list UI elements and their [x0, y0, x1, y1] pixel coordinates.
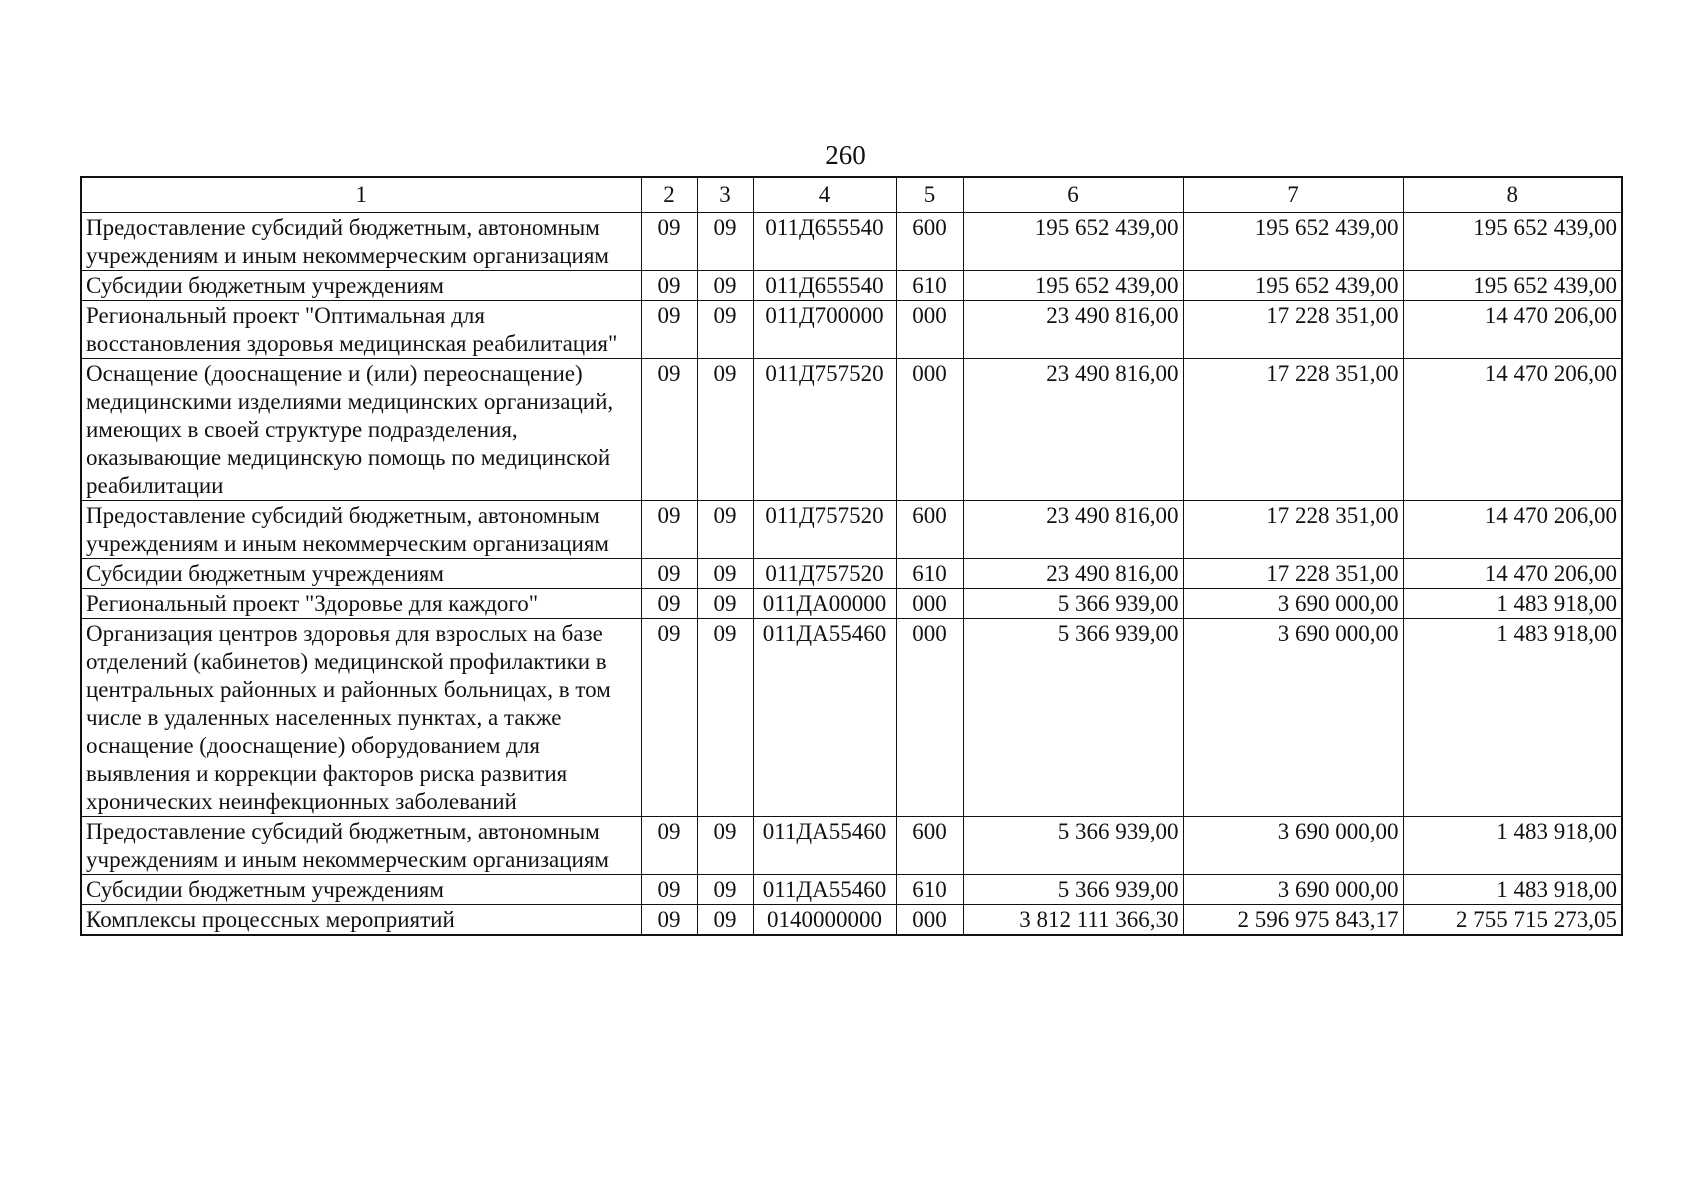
- amount-col6: 3 812 111 366,30: [963, 905, 1183, 936]
- column-header: 7: [1183, 177, 1403, 213]
- expense-type-code: 610: [896, 559, 963, 589]
- amount-col6: 23 490 816,00: [963, 301, 1183, 359]
- section-code: 09: [641, 359, 697, 501]
- amount-col6: 195 652 439,00: [963, 271, 1183, 301]
- expense-type-code: 600: [896, 213, 963, 271]
- table-header-row: [81, 177, 1622, 213]
- amount-col6: 5 366 939,00: [963, 875, 1183, 905]
- subsection-code: 09: [697, 619, 753, 817]
- amount-col6: 5 366 939,00: [963, 589, 1183, 619]
- row-name: Предоставление субсидий бюджетным, автономным учреждениям и иным некоммерческим организациям: [81, 213, 641, 271]
- table-row: [81, 875, 1622, 905]
- amount-col8: 14 470 206,00: [1403, 501, 1622, 559]
- row-name: Региональный проект "Оптимальная для восстановления здоровья медицинская реабилитация": [81, 301, 641, 359]
- amount-col8: 2 755 715 273,05: [1403, 905, 1622, 936]
- section-code: 09: [641, 905, 697, 936]
- amount-col8: 1 483 918,00: [1403, 589, 1622, 619]
- target-article-code: 011Д655540: [753, 271, 896, 301]
- column-header: 1: [81, 177, 641, 213]
- target-article-code: 011Д757520: [753, 501, 896, 559]
- target-article-code: 011Д757520: [753, 559, 896, 589]
- expense-type-code: 610: [896, 271, 963, 301]
- row-name: Предоставление субсидий бюджетным, автономным учреждениям и иным некоммерческим организациям: [81, 817, 641, 875]
- table-row: [81, 905, 1622, 936]
- amount-col6: 23 490 816,00: [963, 501, 1183, 559]
- amount-col6: 5 366 939,00: [963, 619, 1183, 817]
- subsection-code: 09: [697, 905, 753, 936]
- amount-col7: 3 690 000,00: [1183, 875, 1403, 905]
- amount-col6: 5 366 939,00: [963, 817, 1183, 875]
- subsection-code: 09: [697, 359, 753, 501]
- row-name: Оснащение (дооснащение и (или) переоснащение) медицинскими изделиями медицинских организаций, имеющих в своей структуре подразделения, оказывающие медицинскую помощь по медицинской реабилитации: [81, 359, 641, 501]
- amount-col7: 195 652 439,00: [1183, 271, 1403, 301]
- column-header: 5: [896, 177, 963, 213]
- target-article-code: 011ДА00000: [753, 589, 896, 619]
- row-name: Предоставление субсидий бюджетным, автономным учреждениям и иным некоммерческим организациям: [81, 501, 641, 559]
- amount-col8: 14 470 206,00: [1403, 359, 1622, 501]
- expense-type-code: 000: [896, 905, 963, 936]
- target-article-code: 011Д700000: [753, 301, 896, 359]
- subsection-code: 09: [697, 271, 753, 301]
- expense-type-code: 610: [896, 875, 963, 905]
- table-row: [81, 817, 1622, 875]
- target-article-code: 011ДА55460: [753, 619, 896, 817]
- section-code: 09: [641, 213, 697, 271]
- table-row: [81, 359, 1622, 501]
- amount-col7: 17 228 351,00: [1183, 559, 1403, 589]
- column-header: 3: [697, 177, 753, 213]
- section-code: 09: [641, 589, 697, 619]
- section-code: 09: [641, 619, 697, 817]
- amount-col8: 1 483 918,00: [1403, 619, 1622, 817]
- table-row: [81, 271, 1622, 301]
- row-name: Субсидии бюджетным учреждениям: [81, 875, 641, 905]
- amount-col7: 3 690 000,00: [1183, 619, 1403, 817]
- amount-col7: 17 228 351,00: [1183, 501, 1403, 559]
- amount-col6: 195 652 439,00: [963, 213, 1183, 271]
- table-row: [81, 301, 1622, 359]
- subsection-code: 09: [697, 213, 753, 271]
- amount-col7: 3 690 000,00: [1183, 817, 1403, 875]
- section-code: 09: [641, 817, 697, 875]
- target-article-code: 011Д655540: [753, 213, 896, 271]
- amount-col8: 1 483 918,00: [1403, 875, 1622, 905]
- column-header: 8: [1403, 177, 1622, 213]
- section-code: 09: [641, 501, 697, 559]
- row-name: Организация центров здоровья для взрослых на базе отделений (кабинетов) медицинской профилактики в центральных районных и районных больницах, в том числе в удаленных населенных пунктах, а также оснащение (дооснащение) оборудованием для выявления и коррекции факторов риска развития хронических неинфекционных заболеваний: [81, 619, 641, 817]
- target-article-code: 0140000000: [753, 905, 896, 936]
- column-header: 4: [753, 177, 896, 213]
- expense-type-code: 000: [896, 359, 963, 501]
- table-row: [81, 589, 1622, 619]
- amount-col7: 17 228 351,00: [1183, 301, 1403, 359]
- section-code: 09: [641, 559, 697, 589]
- expense-type-code: 600: [896, 817, 963, 875]
- section-code: 09: [641, 875, 697, 905]
- amount-col8: 195 652 439,00: [1403, 271, 1622, 301]
- row-name: Региональный проект "Здоровье для каждого": [81, 589, 641, 619]
- table-row: [81, 619, 1622, 817]
- subsection-code: 09: [697, 817, 753, 875]
- row-name: Субсидии бюджетным учреждениям: [81, 271, 641, 301]
- target-article-code: 011ДА55460: [753, 875, 896, 905]
- row-name: Субсидии бюджетным учреждениям: [81, 559, 641, 589]
- expense-type-code: 600: [896, 501, 963, 559]
- amount-col6: 23 490 816,00: [963, 359, 1183, 501]
- expense-type-code: 000: [896, 619, 963, 817]
- amount-col8: 14 470 206,00: [1403, 301, 1622, 359]
- amount-col7: 3 690 000,00: [1183, 589, 1403, 619]
- amount-col8: 14 470 206,00: [1403, 559, 1622, 589]
- subsection-code: 09: [697, 301, 753, 359]
- section-code: 09: [641, 301, 697, 359]
- amount-col7: 2 596 975 843,17: [1183, 905, 1403, 936]
- table-row: [81, 501, 1622, 559]
- row-name: Комплексы процессных мероприятий: [81, 905, 641, 936]
- target-article-code: 011ДА55460: [753, 817, 896, 875]
- page-number: 260: [825, 140, 866, 170]
- budget-table: [80, 176, 1623, 936]
- expense-type-code: 000: [896, 301, 963, 359]
- subsection-code: 09: [697, 501, 753, 559]
- amount-col8: 195 652 439,00: [1403, 213, 1622, 271]
- subsection-code: 09: [697, 875, 753, 905]
- table-row: [81, 213, 1622, 271]
- amount-col6: 23 490 816,00: [963, 559, 1183, 589]
- column-header: 6: [963, 177, 1183, 213]
- subsection-code: 09: [697, 559, 753, 589]
- section-code: 09: [641, 271, 697, 301]
- amount-col7: 17 228 351,00: [1183, 359, 1403, 501]
- amount-col8: 1 483 918,00: [1403, 817, 1622, 875]
- target-article-code: 011Д757520: [753, 359, 896, 501]
- table-row: [81, 559, 1622, 589]
- column-header: 2: [641, 177, 697, 213]
- amount-col7: 195 652 439,00: [1183, 213, 1403, 271]
- expense-type-code: 000: [896, 589, 963, 619]
- subsection-code: 09: [697, 589, 753, 619]
